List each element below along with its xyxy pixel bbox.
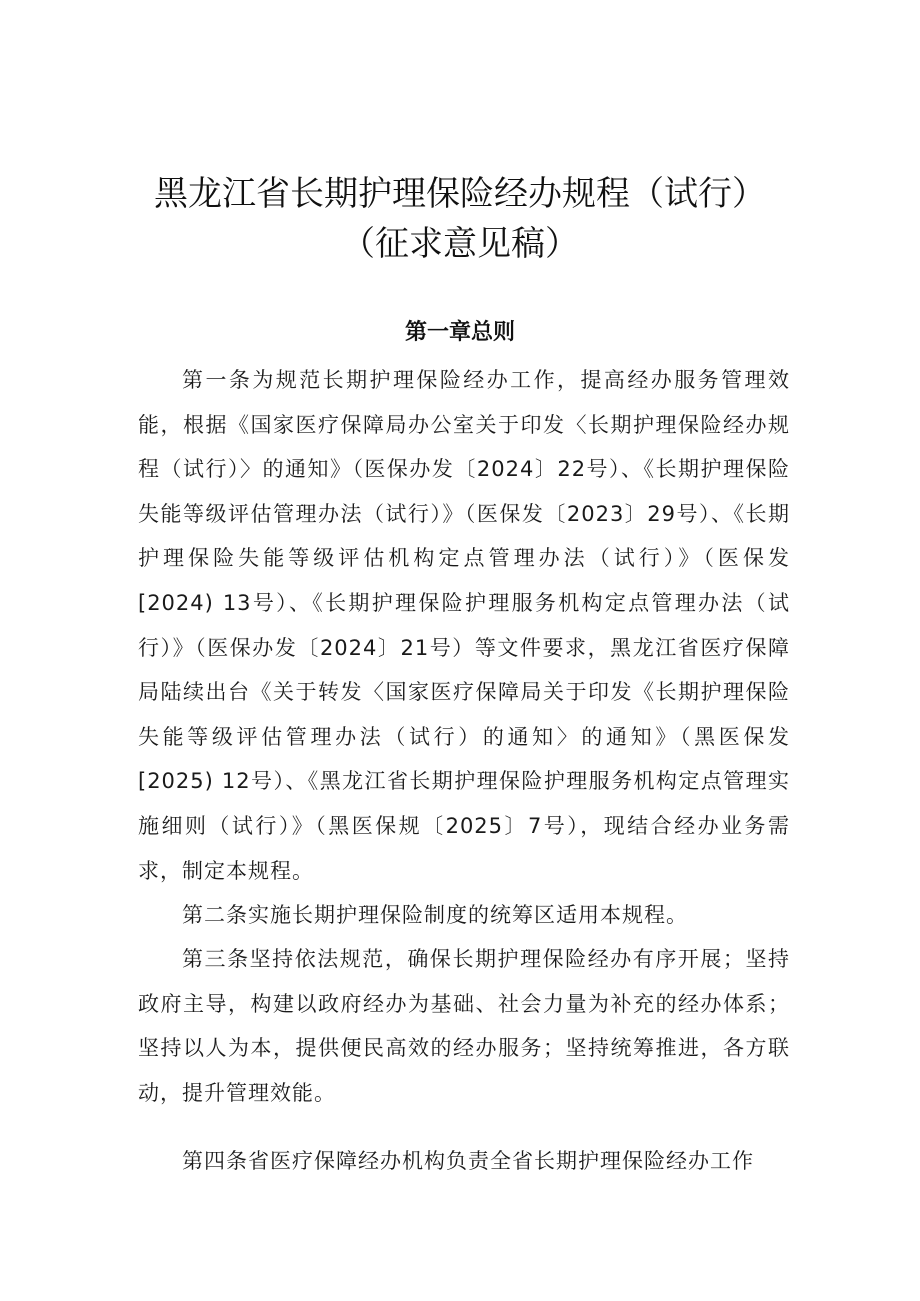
article-3-paragraph: 第三条坚持依法规范，确保长期护理保险经办有序开展；坚持政府主导，构建以政府经办为基础、社会力量为补充的经办体系；坚持以人为本，提供便民高效的经办服务；坚持统筹推进，各方联动，提升管理效能。	[138, 947, 790, 1105]
document-title: 黑龙江省长期护理保险经办规程（试行）	[154, 174, 766, 214]
article-4-paragraph: 第四条省医疗保障经办机构负责全省长期护理保险经办工作	[182, 1149, 754, 1173]
document-subtitle: （征求意见稿）	[341, 224, 579, 264]
article-2-paragraph: 第二条实施长期护理保险制度的统筹区适用本规程。	[182, 903, 688, 927]
chapter-heading: 第一章总则	[404, 320, 515, 345]
article-1-paragraph: 第一条为规范长期护理保险经办工作，提高经办服务管理效能，根据《国家医疗保障局办公室关于印发〈长期护理保险经办规程（试行）〉的通知》（医保办发〔2024〕22号）、《长期护理保险失能等级评估管理办法（试行）》（医保发〔2023〕29号）、《长期护理保险失能等级评估机构定点管理办法（试行）》（医保发 [2024) 13号）、《长期护理保险护理服务机构定点管理办法（试行）》（医保办发〔2024〕21号）等文件要求，黑龙江省医疗保障局陆续出台《关于转发〈国家医疗保障局关于印发《长期护理保险失能等级评估管理办法（试行）的通知〉的通知》（黑医保发 [2025) 12号）、《黑龙江省长期护理保险护理服务机构定点管理实施细则（试行）》（黑医保规〔2025〕7号），现结合经办业务需求，制定本规程。	[138, 368, 790, 883]
